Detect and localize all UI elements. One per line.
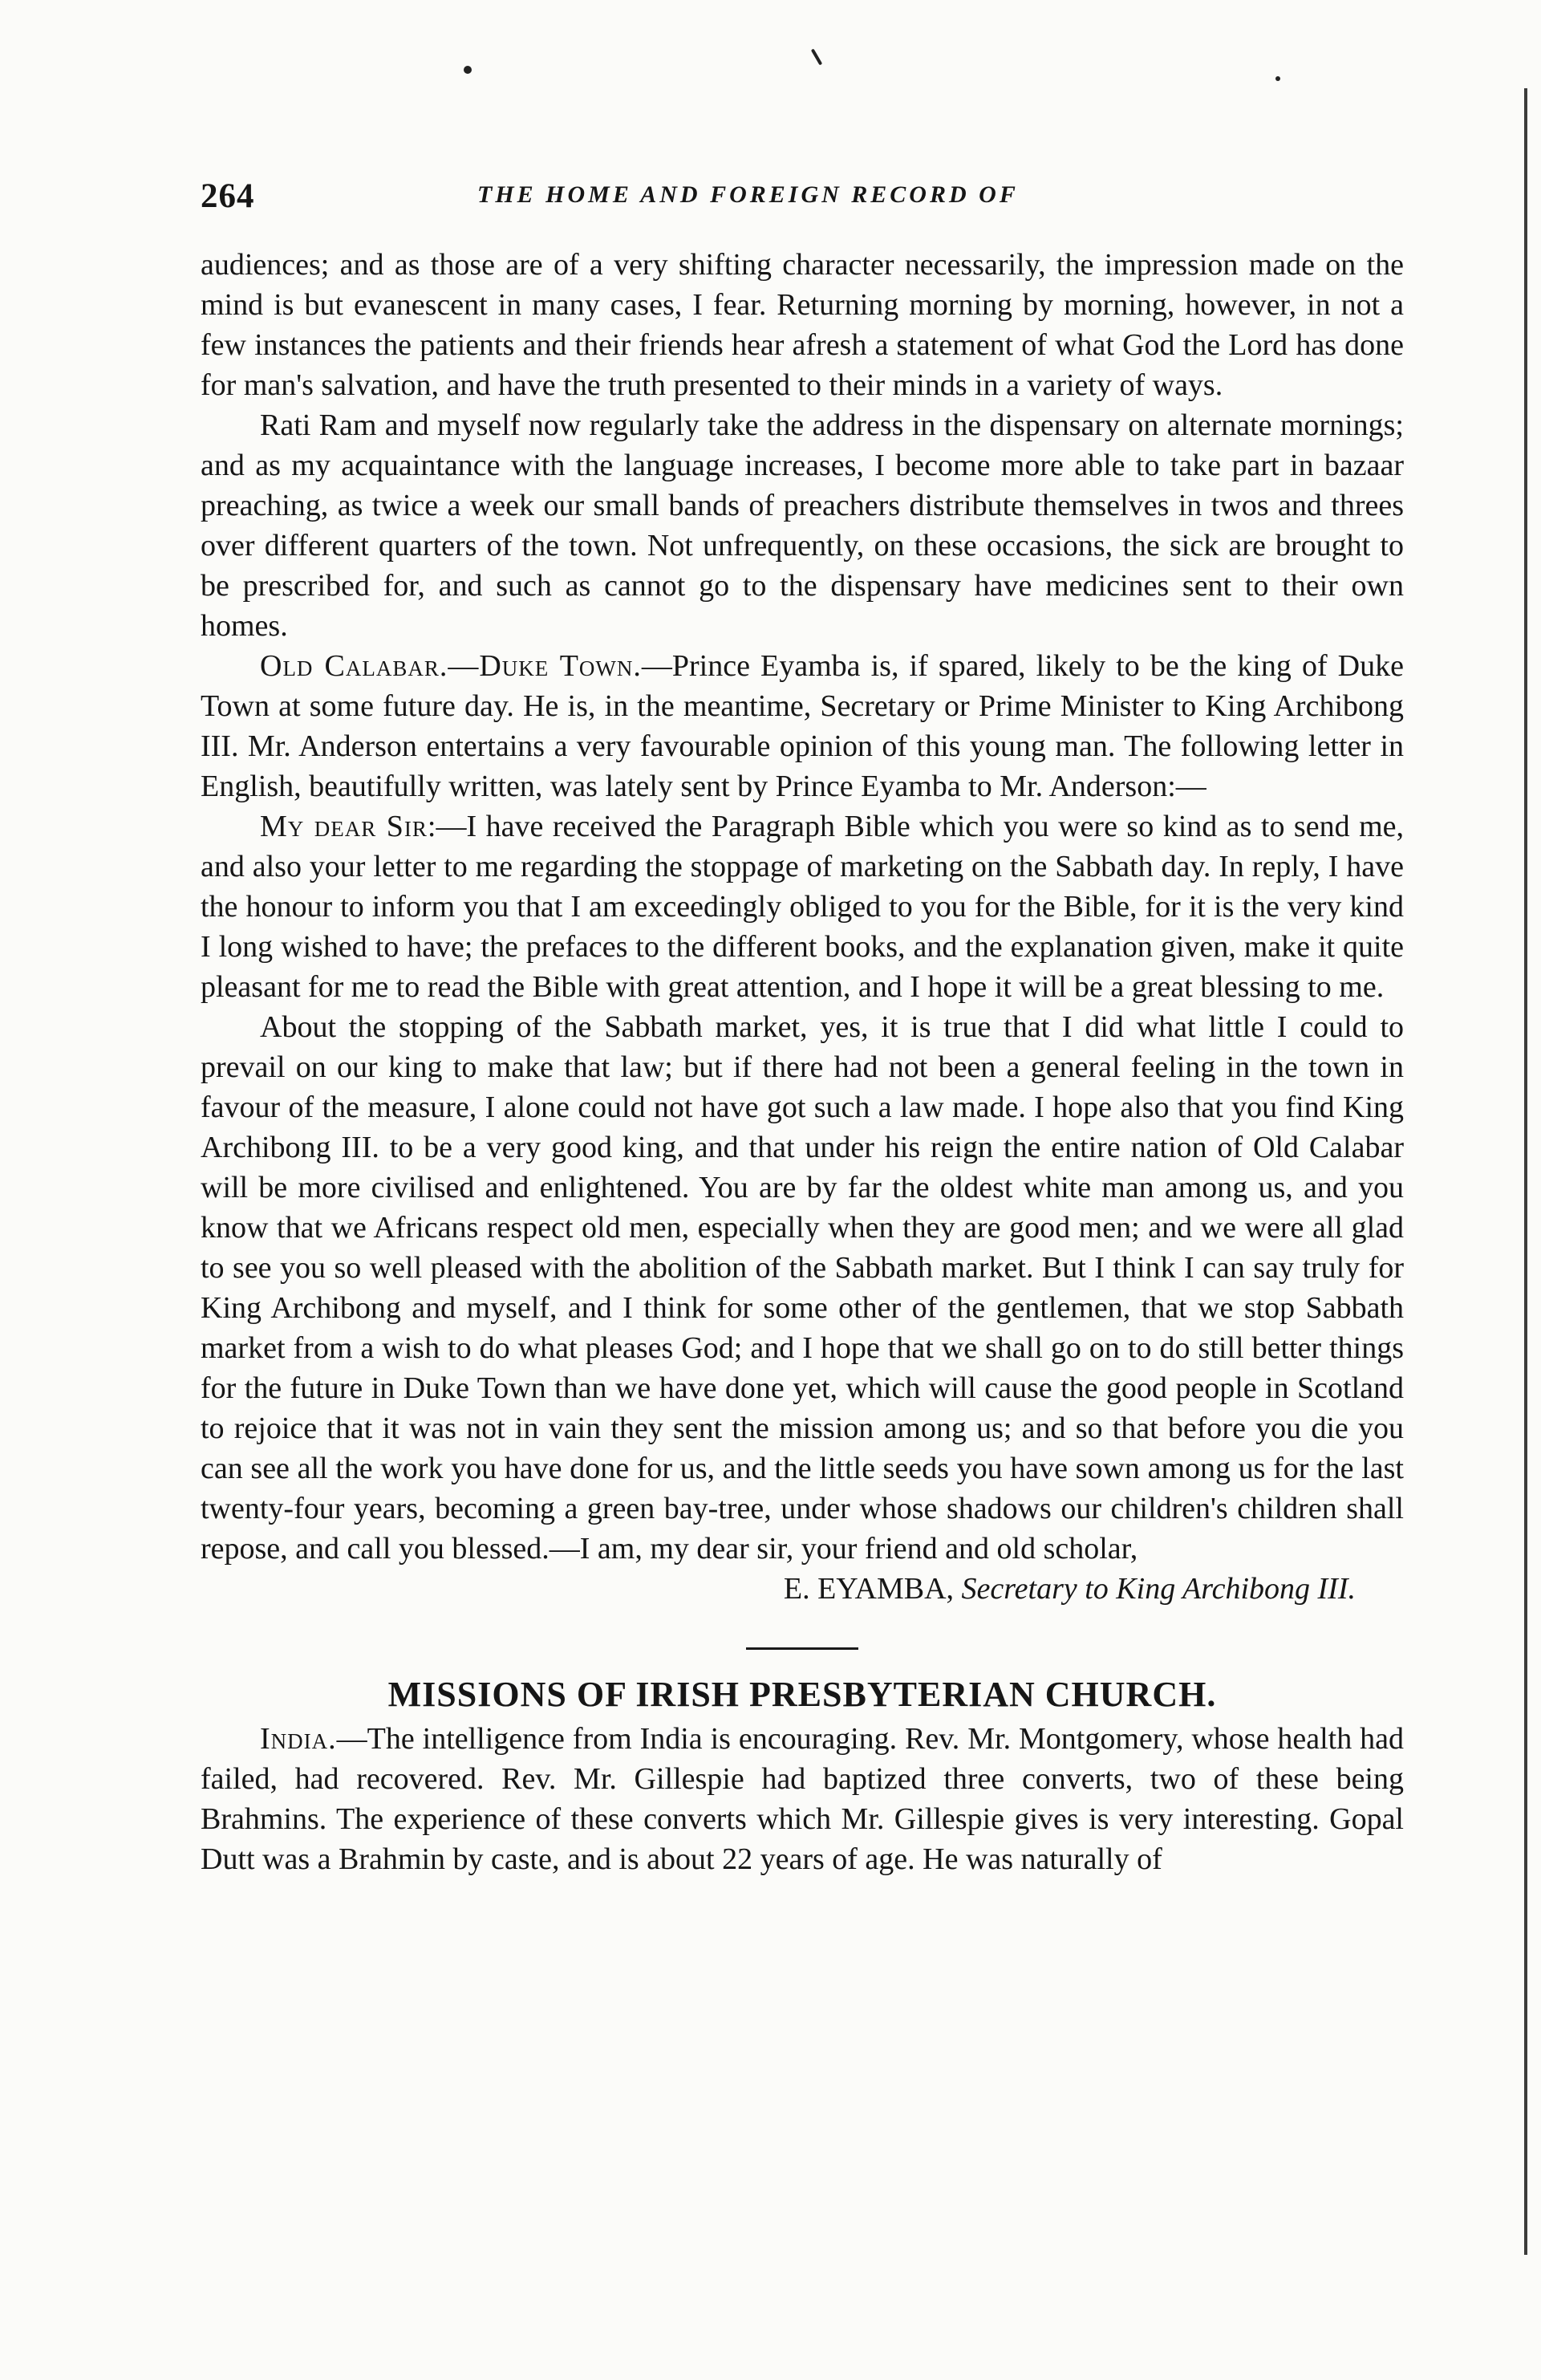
ink-speck — [1275, 76, 1280, 81]
letter-opening — [201, 806, 1404, 1007]
page-header — [201, 177, 1404, 225]
paragraph: audiences; and as those are of a very shifting character necessarily, the impression made on the mind is but evanescent in many cases, I fear. Returning morning by morning, however, in not a few instances the patients and their friends hear afresh a statement of what God the Lord has done for man's salvation, and have the truth presented to their minds in a variety of ways. — [201, 248, 1404, 402]
letter-body: About the stopping of the Sabbath market, yes, it is true that I did what little I could to prevail on our king to make that law; but if there had not been a general feeling in the town in favour of the measure, I alone could not have got such a law made. I hope also that you find King Archibong III. to be a very good king, and that under his reign the entire nation of Old Calabar will be more civilised and enlightened. You are by far the oldest white man among us, and you know that we Africans respect old men, especially when they are good men; and we were all glad to see you so well pleased with the abolition of the Sabbath market. But I think I can say truly for King Archibong and myself, and I think for some other of the gentlemen, that we stop Sabbath market from a wish to do what pleases God; and I hope that we shall go on to do still better things for the future in Duke Town than we have done yet, which will cause the good people in Scotland to rejoice that it was not in vain they sent the mission among us; and so that before you die you can see all the work you have done for us, and the little seeds you have sown among us for the last twenty-four years, becoming a green bay-tree, under whose shadows our children's children shall repose, and call you blessed.—I am, my dear sir, your friend and old scholar, — [201, 1010, 1404, 1566]
signature-name: E. EYAMBA, — [783, 1572, 955, 1606]
section-divider — [746, 1647, 858, 1650]
letter-opening-text: :—I have received the Paragraph Bible which you were so kind as to send me, and also your letter to me regarding the stoppage of marketing on the Sabbath day. In reply, I have the honour to inform you that I am exceedingly obliged to you for the Bible, for it is the very kind I long wished to have; the prefaces to the different books, and the explanation given, make it quite pleasant for me to read the Bible with great attention, and I hope it will be a great blessing to me. — [201, 810, 1404, 1004]
ink-speck — [464, 66, 472, 74]
calabar-paragraph — [201, 646, 1404, 806]
india-text: —The intelligence from India is encouraging. Rev. Mr. Montgomery, whose health had failed, had recovered. Rev. Mr. Gillespie had baptized three converts, two of these being Brahmins. The experience of these converts which Mr. Gillespie gives is very interesting. Gopal Dutt was a Brahmin by caste, and is about 22 years of age. He was naturally of — [201, 1722, 1404, 1876]
section-title: MISSIONS OF IRISH PRESBYTERIAN CHURCH. — [387, 1675, 1217, 1714]
calabar-text: —Prince Eyamba is, if spared, likely to be the king of Duke Town at some future day. He is, in the meantime, Secretary or Prime Minister to King Archibong III. Mr. Anderson entertains a very favourable opinion of this young man. The following letter in English, beautifully written, was lately sent by Prince Eyamba to Mr. Anderson:— — [201, 649, 1404, 803]
calabar-heading: Old Calabar.—Duke Town. — [260, 649, 642, 683]
page-body — [201, 245, 1404, 1879]
page-edge-shadow — [1524, 88, 1527, 2255]
signature-title: Secretary to King Archibong III. — [961, 1572, 1356, 1606]
paragraph: Rati Ram and myself now regularly take the address in the dispensary on alternate mornings; and as my acquaintance with the language increases, I become more able to take part in bazaar preaching, as twice a week our small bands of preachers distribute themselves in twos and threes over different quarters of the town. Not unfrequently, on these occasions, the sick are brought to be prescribed for, and such as cannot go to the dispensary have medicines sent to their own homes. — [201, 408, 1404, 643]
india-heading: India. — [260, 1722, 337, 1756]
running-head: THE HOME AND FOREIGN RECORD OF — [477, 181, 1019, 208]
india-paragraph — [201, 1719, 1404, 1879]
letter-signature — [201, 1569, 1404, 1609]
letter-salutation: My dear Sir — [260, 810, 428, 843]
page-number: 264 — [201, 177, 255, 215]
ink-speck — [811, 48, 822, 65]
